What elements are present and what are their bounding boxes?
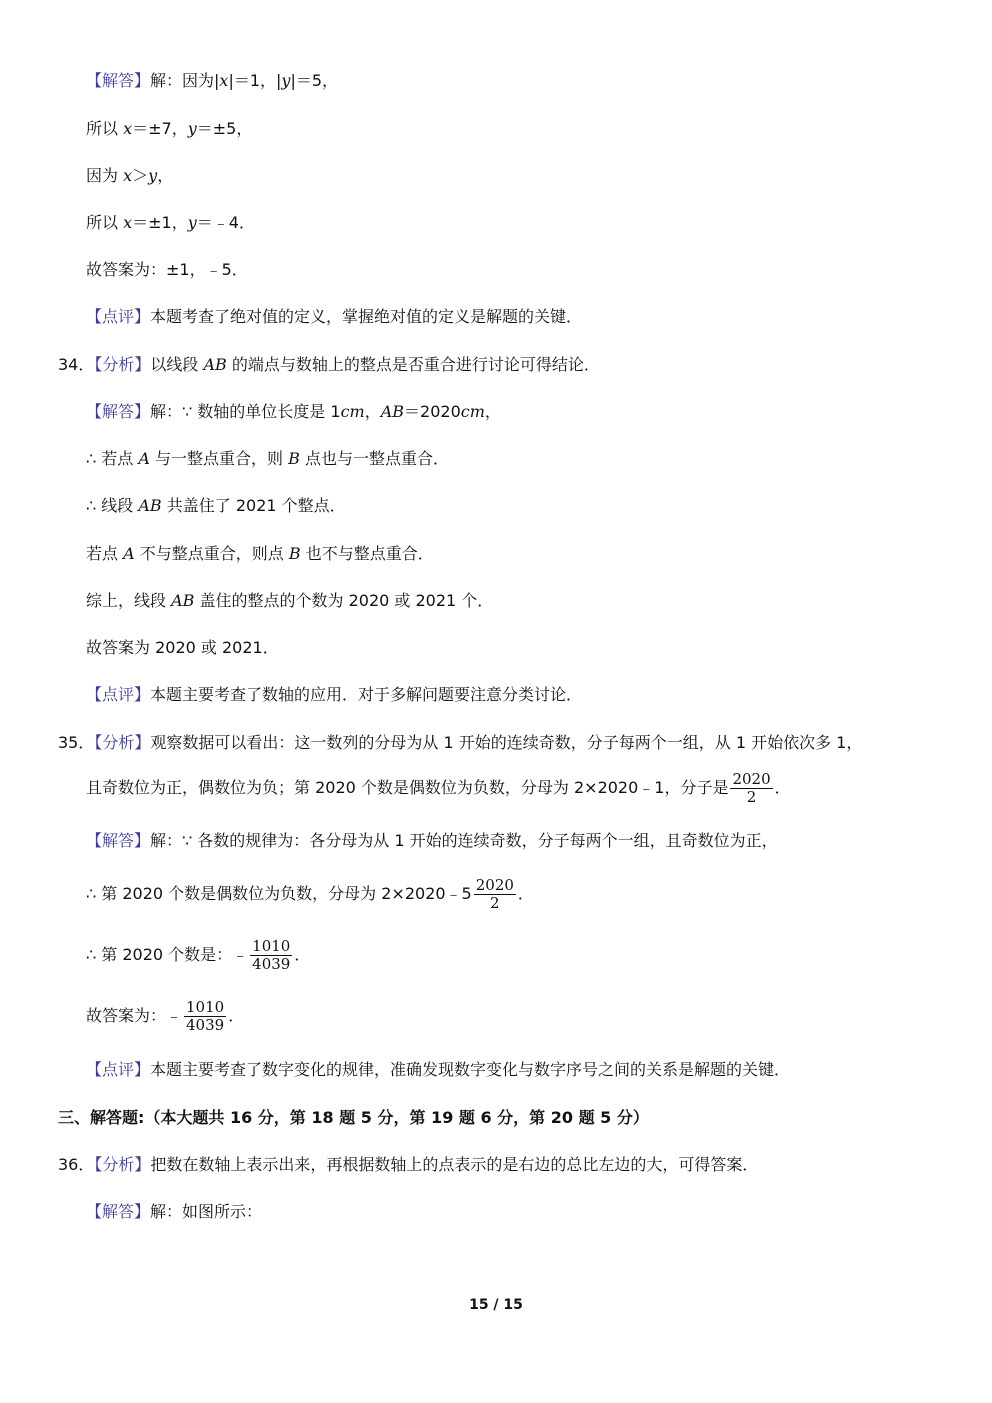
q36-analysis: 36．【分析】把数在数轴上表示出来，再根据数轴上的点表示的是右边的总比左边的大，可得答案． <box>58 1155 759 1174</box>
fraction: $\frac{2020}{2}$ <box>732 770 771 806</box>
q36-solution-line1: 【解答】解：如图所示： <box>86 1202 263 1221</box>
q35-analysis-line2: 且奇数位为正，偶数位为负；第 2020 个数是偶数位为负数，分母为 2×2020﹣1，分子是 $\frac{2020}{2}$ ． <box>86 770 791 806</box>
q33-solution-line1: 【解答】解：因为|x|＝1，|y|＝5， <box>86 71 339 90</box>
q35-solution-line3: ∴ 第 2020 个数是：﹣ $\frac{1010}{4039}$ ． <box>86 937 311 973</box>
jieda-tag: 【解答】 <box>86 402 151 421</box>
q35-answer: 故答案为：﹣ $\frac{1010}{4039}$ ． <box>86 998 245 1034</box>
jieda-tag: 【解答】 <box>86 1202 151 1221</box>
fraction: $\frac{1010}{4039}$ <box>186 998 225 1034</box>
q35-solution-line1: 【解答】解：∵ 各数的规律为：各分母为从 1 开始的连续奇数，分子每两个一组，且奇数位为正， <box>86 831 778 850</box>
q34-review: 【点评】本题主要考查了数轴的应用．对于多解问题要注意分类讨论． <box>86 685 583 704</box>
fraction: $\frac{1010}{4039}$ <box>252 937 291 973</box>
section-heading: 三、解答题:（本大题共 16 分，第 18 题 5 分，第 19 题 6 分，第 20 题 5 分） <box>58 1108 649 1127</box>
fenxi-tag: 【分析】 <box>94 733 151 752</box>
q35-solution-line2: ∴ 第 2020 个数是偶数位为负数，分母为 2×2020﹣5 $\frac{2020}{2}$ ． <box>86 876 534 912</box>
jieda-tag: 【解答】 <box>86 71 151 90</box>
question-number: 35． <box>58 733 95 752</box>
dianping-tag: 【点评】 <box>86 685 151 704</box>
dianping-tag: 【点评】 <box>86 307 151 326</box>
question-number: 34． <box>58 355 95 374</box>
question-number: 36． <box>58 1155 95 1174</box>
q33-solution-line2: 所以 x＝±7，y＝±5， <box>86 119 253 138</box>
q33-review: 【点评】本题考查了绝对值的定义，掌握绝对值的定义是解题的关键． <box>86 307 583 326</box>
q34-solution-line3: ∴ 线段 AB 共盖住了 2021 个整点． <box>86 496 346 515</box>
q34-solution-line2: ∴ 若点 A 与一整点重合，则 B 点也与一整点重合． <box>86 449 449 468</box>
q33-solution-line4: 所以 x＝±1，y＝﹣4． <box>86 213 255 232</box>
q35-analysis-line1: 35．【分析】观察数据可以看出：这一数列的分母为从 1 开始的连续奇数，分子每两个一组，从 1 开始依次多 1， <box>58 733 863 752</box>
q33-answer: 故答案为：±1，﹣5． <box>86 260 248 279</box>
fenxi-tag: 【分析】 <box>94 355 151 374</box>
q34-analysis: 34．【分析】以线段 AB 的端点与数轴上的整点是否重合进行讨论可得结论． <box>58 355 600 374</box>
q34-solution-line5: 综上，线段 AB 盖住的整点的个数为 2020 或 2021 个． <box>86 591 494 610</box>
q34-solution-line4: 若点 A 不与整点重合，则点 B 也不与整点重合． <box>86 544 434 563</box>
dianping-tag: 【点评】 <box>86 1060 151 1079</box>
q34-solution-line1: 【解答】解：∵ 数轴的单位长度是 1cm，AB＝2020cm， <box>86 402 501 421</box>
fraction: $\frac{2020}{2}$ <box>475 876 514 912</box>
jieda-tag: 【解答】 <box>86 831 151 850</box>
q35-review: 【点评】本题主要考查了数字变化的规律，准确发现数字变化与数字序号之间的关系是解题的关键． <box>86 1060 791 1079</box>
fenxi-tag: 【分析】 <box>94 1155 151 1174</box>
page-number: 15 / 15 <box>469 1297 523 1313</box>
q34-answer: 故答案为 2020 或 2021． <box>86 638 279 657</box>
q33-solution-line3: 因为 x＞y， <box>86 166 174 185</box>
